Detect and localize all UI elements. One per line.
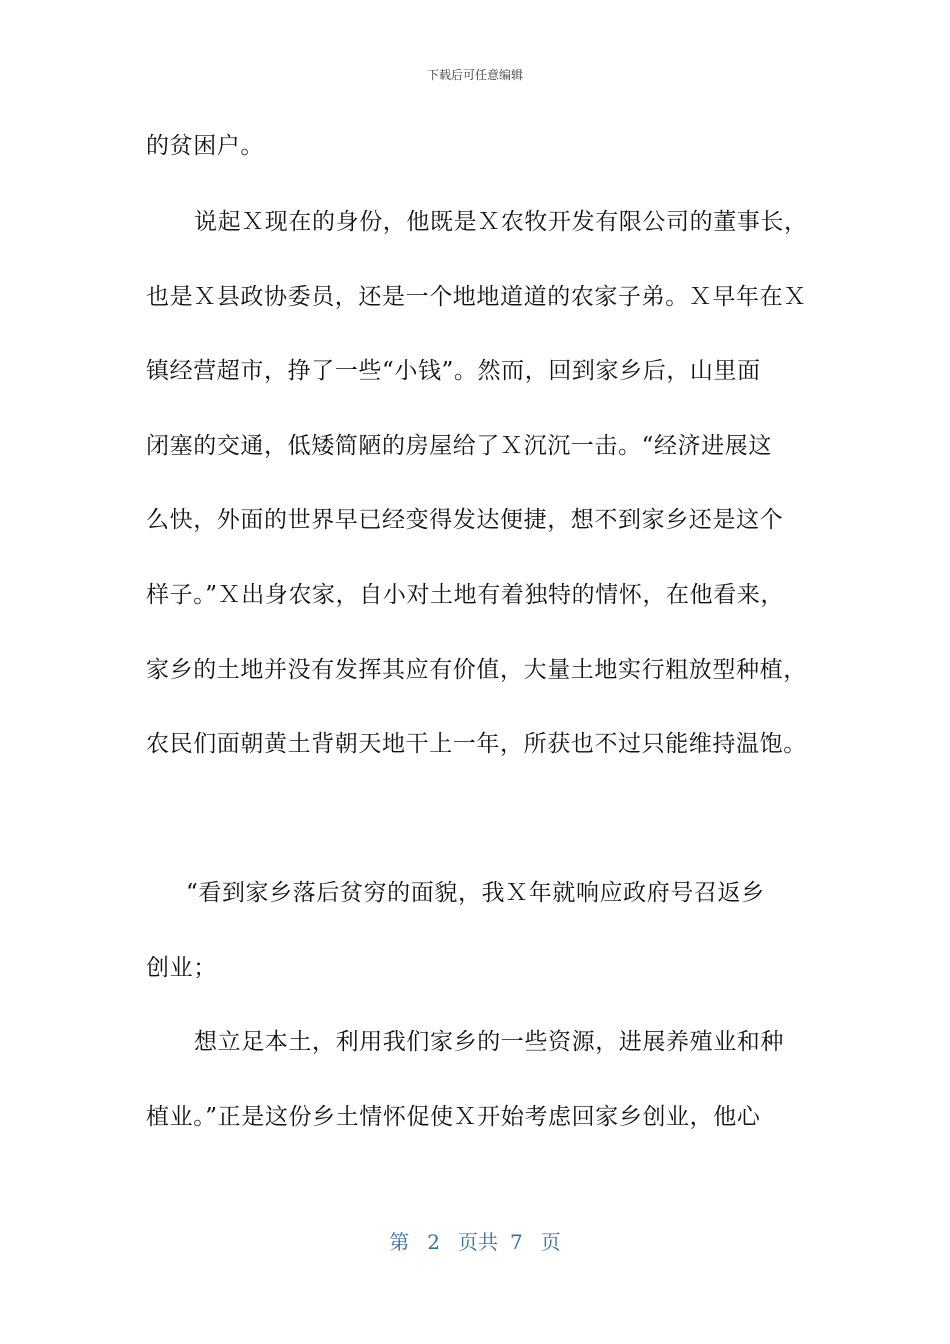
page-label-mid: 页共 [458, 1230, 498, 1254]
page-current: 2 [427, 1230, 440, 1254]
text-line: 说起Ｘ现在的身份，他既是Ｘ农牧开发有限公司的董事长， [194, 209, 808, 235]
page-total: 7 [510, 1230, 523, 1254]
text-line: 家乡的土地并没有发挥其应有价值，大量土地实行粗放型种植， [146, 657, 807, 683]
text-line: 闭塞的交通，低矮简陋的房屋给了Ｘ沉沉一击。“经济进展这 [146, 433, 772, 459]
text-line: 镇经营超市，挣了一些“小钱”。然而，回到家乡后，山里面 [146, 358, 761, 384]
text-line: 么快，外面的世界早已经变得发达便捷，想不到家乡还是这个 [146, 507, 784, 533]
text-line: 也是Ｘ县政协委员，还是一个地地道道的农家子弟。Ｘ早年在Ｘ [146, 284, 807, 310]
text-line: 农民们面朝黄土背朝天地干上一年，所获也不过只能维持温饱。 [146, 731, 807, 757]
text-line: “看到家乡落后贫穷的面貌，我Ｘ年就响应政府号召返乡 [186, 880, 765, 906]
page-header: 下载后可任意编辑 [426, 68, 523, 82]
text-line: 样子。”Ｘ出身农家，自小对土地有着独特的情怀，在他看来， [146, 582, 785, 608]
text-line: 创业； [146, 955, 217, 981]
text-line: 的贫困户。 [146, 133, 264, 159]
page-footer [0, 1226, 950, 1255]
text-line: 植业。”正是这份乡土情怀促使Ｘ开始考虑回家乡创业，他心 [146, 1104, 761, 1130]
page-label-post: 页 [540, 1230, 561, 1254]
text-line: 想立足本土，利用我们家乡的一些资源，进展养殖业和种 [194, 1029, 784, 1055]
page-label-pre: 第 [389, 1230, 410, 1254]
